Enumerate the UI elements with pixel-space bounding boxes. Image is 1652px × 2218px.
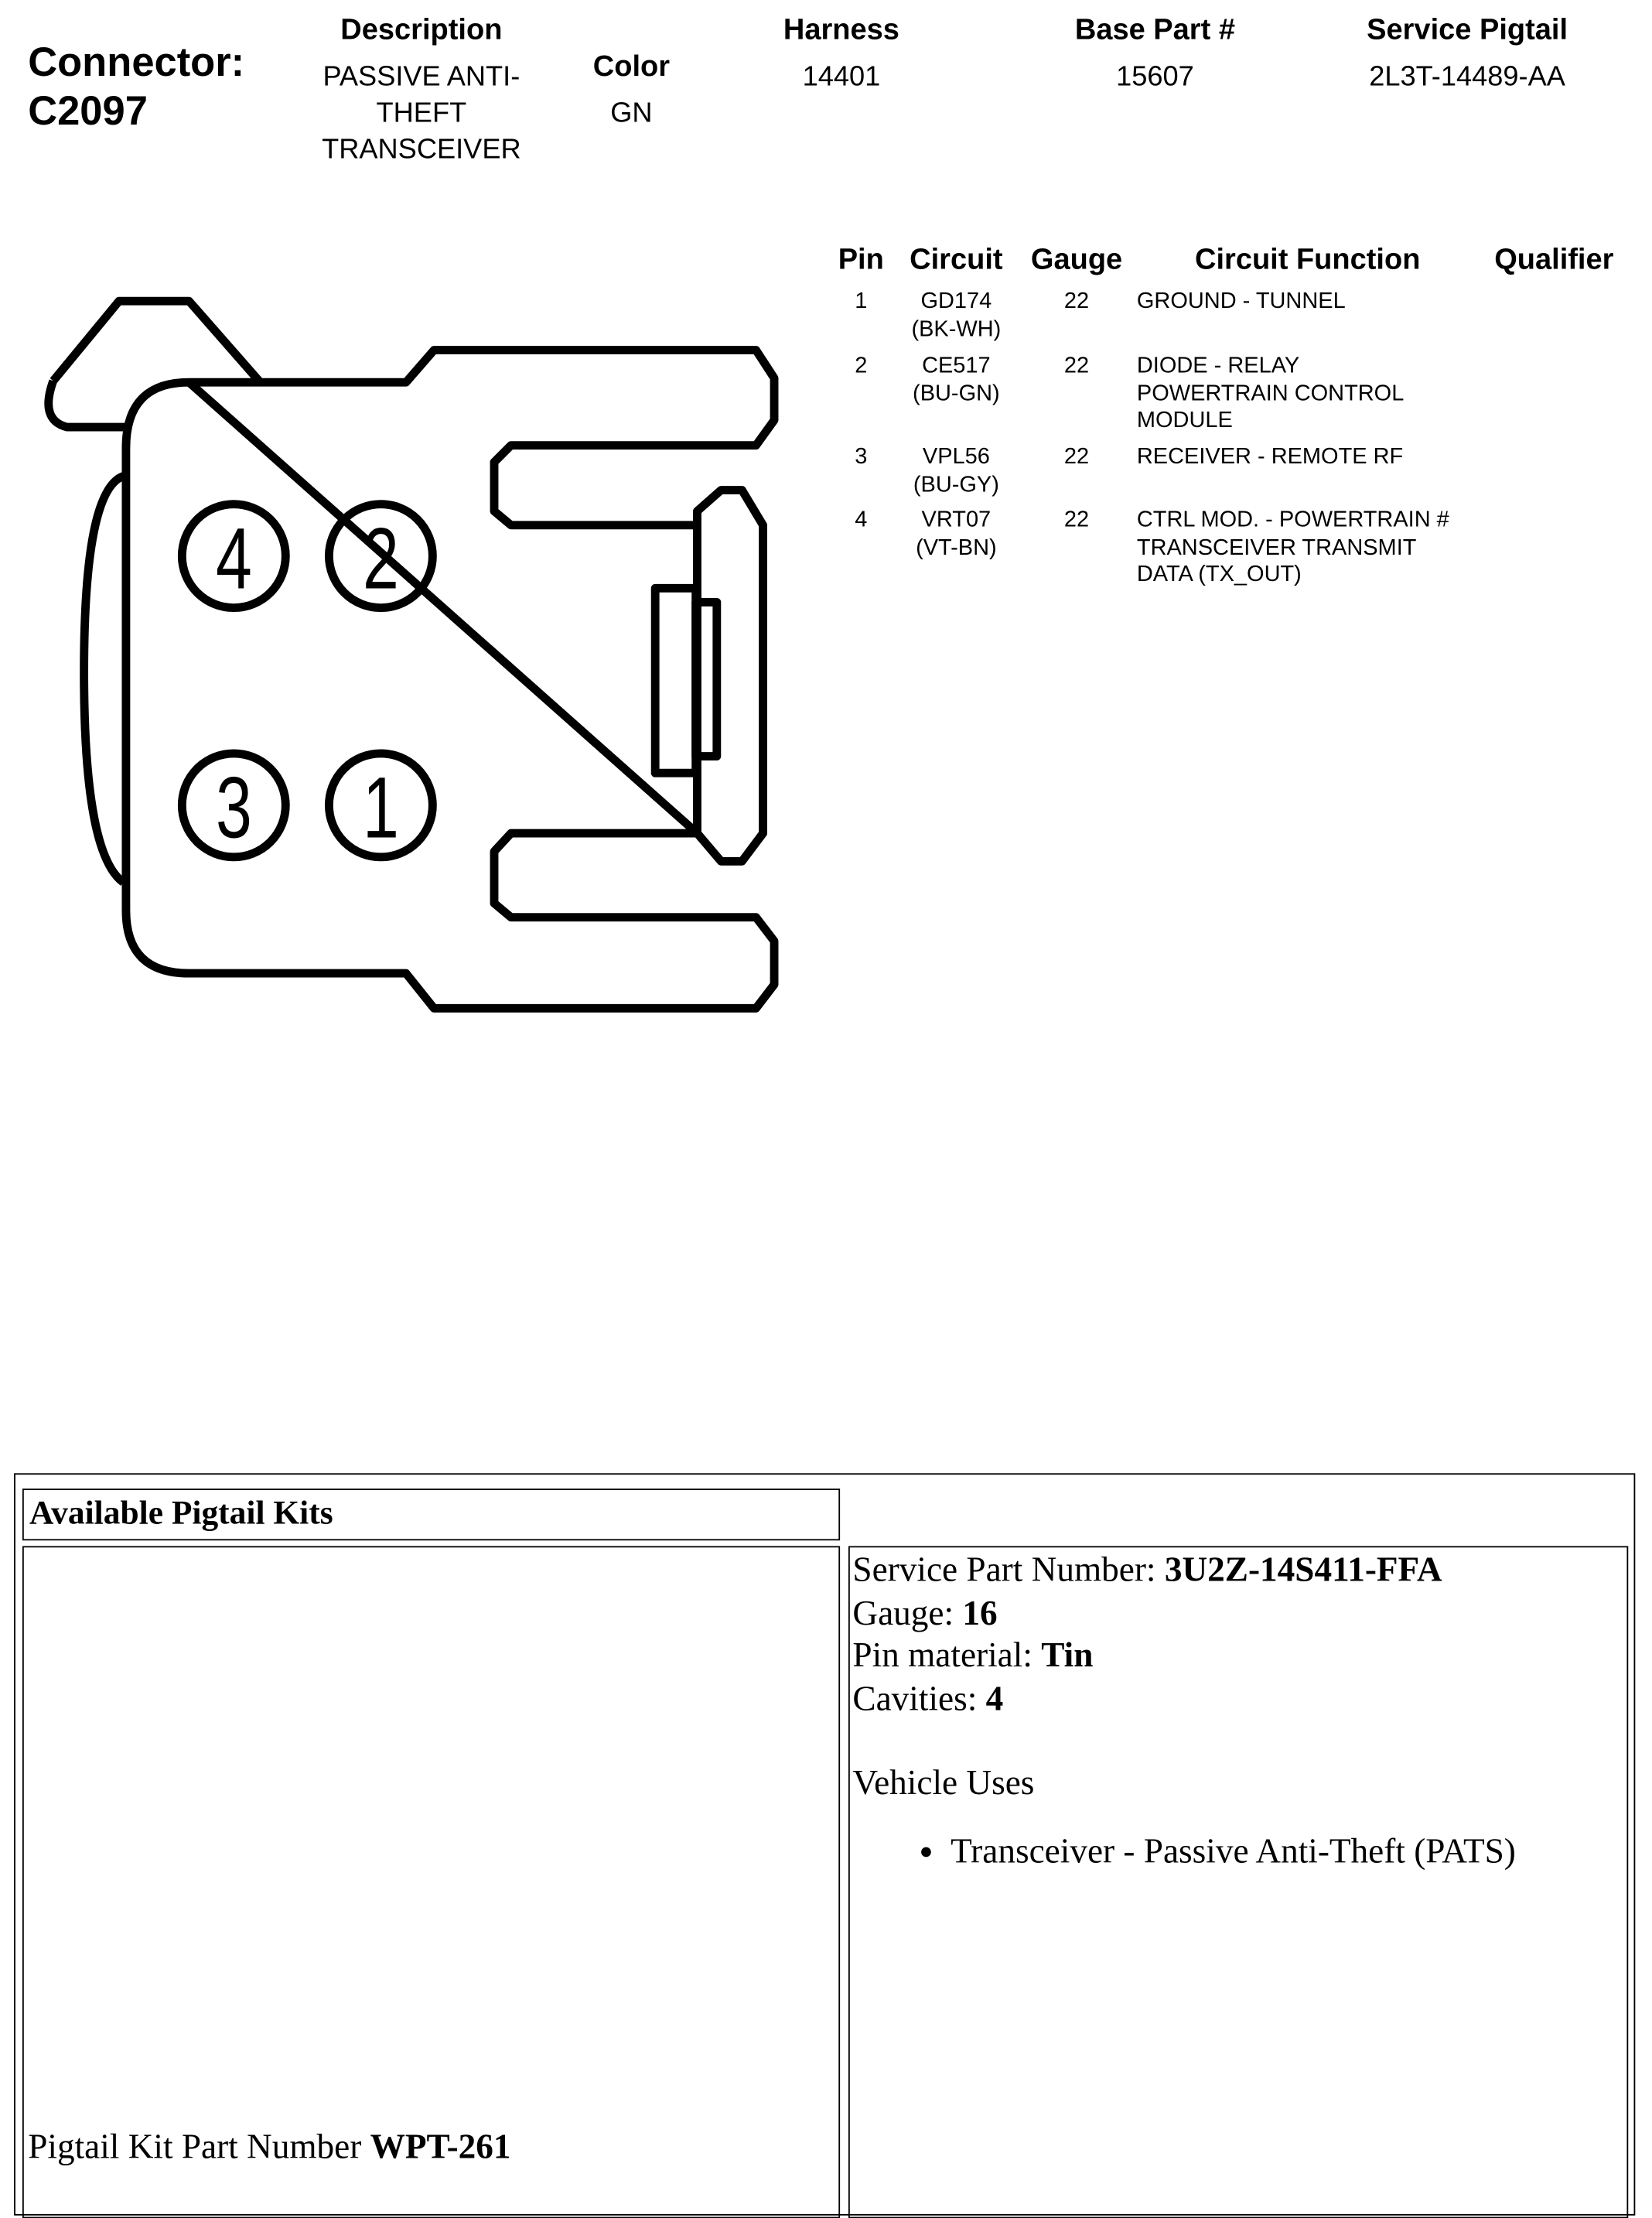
connector-face-diagram: [0, 0, 840, 1065]
table-row-circuit: [913, 444, 999, 499]
pin-number: 3: [855, 445, 868, 470]
table-row-function: [1137, 507, 1449, 589]
circuit-id: VRT07: [921, 508, 992, 532]
table-row-gauge: [1064, 444, 1089, 471]
circuit-id: GD174: [920, 289, 992, 314]
color-value: GN: [610, 97, 653, 129]
table-row-pin: [855, 353, 867, 380]
circuit-function-line: POWERTRAIN CONTROL: [1136, 381, 1405, 406]
table-row-gauge: [1064, 353, 1089, 380]
table-row-gauge: [1064, 289, 1089, 316]
table-row-gauge: [1064, 507, 1089, 534]
pigtail-details-cell: Service Part Number: 3U2Z-14S411-FFA Gauge: 16 Pin material: Tin Cavities: 4 Vehicle Uses • Transceiver - Passive Anti-Theft (PATS): [848, 1546, 1628, 2218]
base-part-value: 15607: [1116, 61, 1194, 93]
connector-id: C2097: [28, 89, 148, 135]
circuit-id: CE517: [922, 354, 991, 378]
qualifier-header: Qualifier: [1494, 243, 1614, 276]
table-row-function: [1137, 289, 1346, 316]
cavities-count: 4: [985, 1680, 1004, 1718]
circuit-function-line: CTRL MOD. - POWERTRAIN #: [1136, 508, 1449, 532]
pigtail-image-cell: [22, 1546, 840, 2218]
table-row-pin: [855, 507, 867, 534]
table-row-circuit: [913, 353, 1000, 408]
function-header: Circuit Function: [1195, 243, 1421, 276]
base-part-header: Base Part #: [1074, 14, 1235, 46]
wire-gauge: 22: [1063, 354, 1090, 378]
table-row-pin: [855, 444, 867, 471]
description-line: THEFT: [376, 97, 467, 129]
wire-gauge: 22: [1063, 289, 1090, 314]
latch-tab: [655, 588, 695, 773]
wire-color: (BU-GN): [913, 381, 1000, 406]
pigtail-kit-part-number: Pigtail Kit Part Number WPT-261: [28, 2128, 511, 2167]
table-row-pin: [855, 289, 867, 316]
top-flap: [53, 301, 259, 381]
pin-number: 4: [855, 508, 868, 532]
wire-gauge: 22: [1063, 508, 1090, 532]
wire-color: (BK-WH): [911, 317, 1002, 341]
pigtail-kits-header: Available Pigtail Kits: [22, 1488, 840, 1540]
pin-header: Pin: [838, 243, 884, 276]
pigtail-gauge: 16: [962, 1594, 998, 1632]
circuit-function-line: DATA (TX_OUT): [1136, 562, 1302, 587]
circuit-function-line: DIODE - RELAY: [1136, 354, 1300, 378]
cavity-label: 3: [215, 759, 252, 857]
wire-gauge: 22: [1063, 445, 1090, 470]
vehicle-uses-list: [852, 1831, 1626, 1874]
cavity-label: 4: [215, 510, 252, 608]
pin-material: Tin: [1041, 1637, 1094, 1675]
circuit-function-line: TRANSCEIVER TRANSMIT: [1136, 535, 1417, 560]
circuit-function-line: MODULE: [1136, 408, 1233, 433]
connector-label: Connector:: [28, 40, 245, 86]
color-header: Color: [592, 50, 671, 83]
connector-body: [126, 350, 774, 1009]
description-header: Description: [340, 14, 503, 46]
harness-header: Harness: [783, 14, 899, 46]
cavity-label: 2: [363, 510, 399, 608]
circuit-function-line: RECEIVER - REMOTE RF: [1136, 445, 1404, 470]
service-pigtail-value: 2L3T-14489-AA: [1369, 61, 1565, 93]
circuit-id: VPL56: [922, 445, 990, 470]
table-row-function: [1137, 353, 1404, 435]
gauge-header: Gauge: [1030, 243, 1123, 276]
description-line: TRANSCEIVER: [322, 134, 521, 166]
table-row-circuit: [916, 507, 997, 562]
wire-color: (BU-GY): [913, 472, 999, 497]
description-line: PASSIVE ANTI-: [323, 61, 521, 93]
circuit-function-line: GROUND - TUNNEL: [1136, 289, 1346, 314]
table-row-circuit: [911, 289, 1001, 343]
wire-color: (VT-BN): [916, 535, 997, 560]
vehicle-uses-label: Vehicle Uses: [852, 1764, 1035, 1803]
harness-value: 14401: [802, 61, 881, 93]
pin-number: 1: [855, 289, 868, 314]
circuit-header: Circuit: [910, 243, 1003, 276]
table-row-function: [1137, 444, 1403, 471]
side-bump: [84, 476, 124, 882]
pin-number: 2: [855, 354, 868, 378]
cavity-label: 1: [363, 759, 399, 857]
service-part-number: 3U2Z-14S411-FFA: [1164, 1551, 1442, 1590]
service-pigtail-header: Service Pigtail: [1367, 14, 1568, 46]
vehicle-use-item: • Transceiver - Passive Anti-Theft (PATS): [951, 1831, 1626, 1874]
locking-latch: [697, 490, 763, 862]
